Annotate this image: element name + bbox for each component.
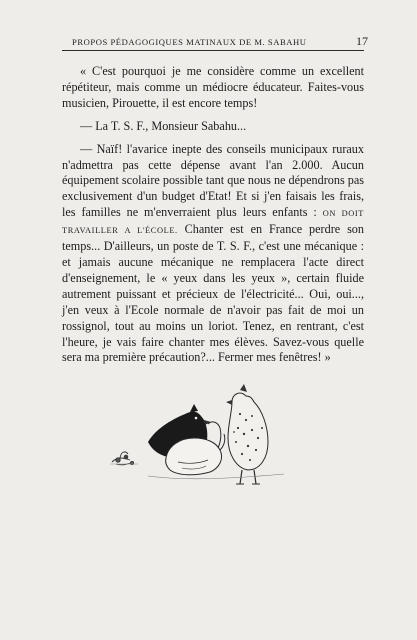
ground-line [148,474,284,479]
small-caps-phrase: ON DOIT TRAVAILLER A L'ÉCOLE. [62,209,364,236]
running-title: PROPOS PÉDAGOGIQUES MATINAUX DE M. SABAHU [72,37,307,47]
speckled-hen [226,384,268,484]
paragraph-1: « C'est pourquoi je me considère comme un excellent répétiteur, mais comme un médiocre éducateur. Faites-vous musicien, Pirouette, il est encore temps! [62,64,364,110]
body-text [62,64,364,373]
page-number: 17 [356,34,368,48]
birds-illustration [108,384,294,490]
header-rule [62,50,364,51]
flower-sprig [110,452,138,465]
paragraph-3-start: — Naïf! l'avarice inepte des conseils municipaux ruraux n'admettra pas cette dépense avant l'an 2.000. Aucun équipement scolaire possible tant que nous ne dépendrons pas exclusivement d'un budget d'Etat! Et si j'en faisais les frais, les familles ne m'enverraient plus leurs enfants : [62,141,364,220]
paragraph-3 [62,142,364,367]
running-header [62,34,368,50]
paragraph-2: — La T. S. F., Monsieur Sabahu... [80,118,247,133]
paragraph-3-end: Chanter est en France perdre son temps... D'ailleurs, un poste de T. S. F., c'est une mécanique : et jamais aucune mécanique ne remplacera l'acte direct d'enseignement, le « yeux dans les yeux », certain fluide autrement puissant et précieux de l'électricité... Oui, oui..., j'en veux à l'Ecole normale de n'avoir pas fait de moi un rossignol, tout au moins un loriot. Tenez, en rentrant, c'est l'heure, je vais faire chanter mes élèves. Savez-vous quelle sera ma première précaution?... Fermer mes fenêtres! » [62,222,364,365]
